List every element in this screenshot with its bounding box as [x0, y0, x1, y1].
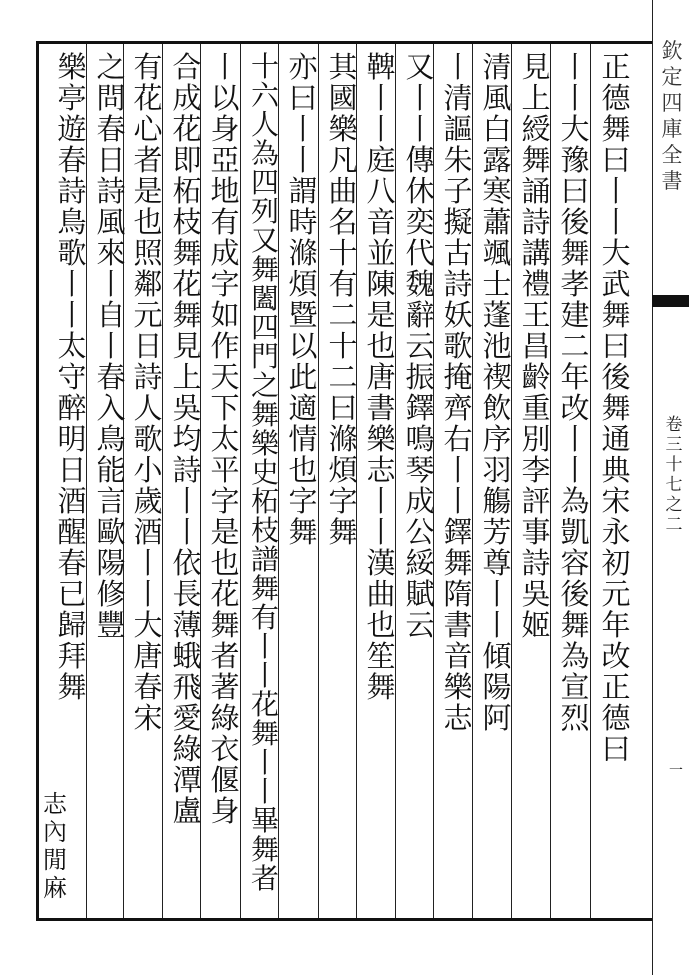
book-title: 欽定四庫全書: [661, 39, 683, 193]
text-column: 鞞 丨 丨 庭 八 音 並 陳 是 也 唐 書 樂 志 丨 丨 漢 曲 也 笙 舞: [366, 50, 396, 704]
text-column: 之 問 春 日 詩 風 來 丨 自 丨 春 入 鳥 能 言 歐 陽 修 豐: [96, 50, 126, 642]
fishtail-mark: [652, 295, 689, 307]
text-column: 又 丨 丨 傳 休 奕 代 魏 辭 云 振 鐸 鳴 琴 成 公 綏 賦 云: [405, 50, 435, 642]
text-column: 有 花 心 者 是 也 照 鄰 元 日 詩 人 歌 小 歲 酒 丨 丨 大 唐 春 宋: [133, 50, 163, 735]
text-column: 其 國 樂 凡 曲 名 十 有 二 十 二 曰 滌 煩 字 舞: [328, 50, 358, 549]
volume-label: 卷三十七之二: [665, 415, 683, 535]
text-column: 十 六 人 為 四 列 又 舞 闔 四 門 之 舞 樂 史 柘 枝 譜 舞 有 丨 丨 花 舞 丨 丨 畢 舞 者: [250, 50, 279, 895]
text-column: 丨 丨 大 豫 曰 後 舞 孝 建 二 年 改 丨 丨 為 凱 容 後 舞 為 宣 烈: [560, 50, 590, 735]
text-column: 正 德 舞 曰 丨 丨 大 武 舞 曰 後 舞 通 典 宋 永 初 元 年 改 正 德 曰: [601, 50, 631, 766]
text-column: 樂 亭 遊 春 詩 鳥 歌 丨 丨 太 守 醉 明 日 酒 醒 春 已 歸 拜 舞: [57, 50, 87, 704]
page-margin: [652, 0, 689, 975]
text-column: 丨 以 身 亞 地 有 成 字 如 作 天 下 太 平 字 是 也 花 舞 者 著 綠 衣 偃 身: [210, 50, 240, 828]
text-column: 志 內 閒 麻: [43, 790, 67, 902]
page-number: 一: [669, 763, 683, 779]
text-column: 合 成 花 即 柘 枝 舞 花 舞 見 上 吳 均 詩 丨 丨 依 長 薄 蛾 飛 愛 綠 潭 盧: [172, 50, 202, 828]
text-column: 亦 曰 丨 丨 謂 時 滌 煩 暨 以 此 適 情 也 字 舞: [288, 50, 318, 549]
text-column: 見 上 綬 舞 誦 詩 講 禮 王 昌 齡 重 別 李 評 事 詩 吳 姬: [521, 50, 551, 642]
text-column: 清 風 白 露 寒 蕭 颯 士 蓬 池 禊 飲 序 羽 觴 芳 尊 丨 丨 傾 陽 阿: [482, 50, 512, 735]
text-column: 丨 清 謳 朱 子 擬 古 詩 妖 歌 掩 齊 右 丨 丨 鐸 舞 隋 書 音 樂 志: [443, 50, 473, 735]
